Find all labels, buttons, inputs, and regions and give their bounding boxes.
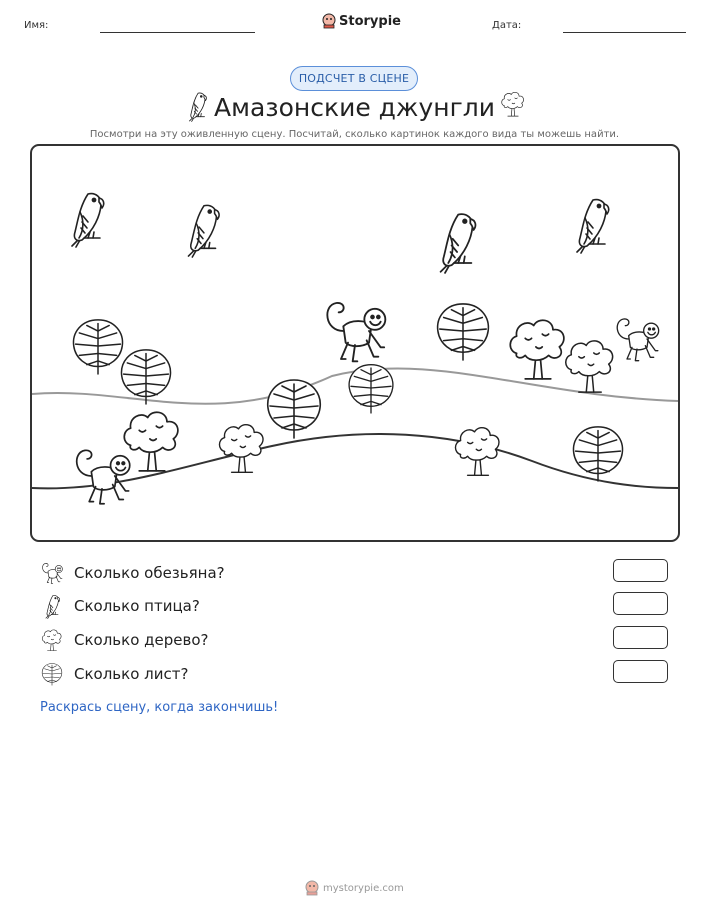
parrot-icon bbox=[577, 200, 609, 253]
brand-logo bbox=[322, 13, 401, 29]
monkey-icon bbox=[617, 319, 658, 361]
tree-icon bbox=[219, 425, 263, 473]
monstera-leaf-icon bbox=[121, 350, 170, 404]
storypie-mascot-icon bbox=[322, 13, 336, 29]
closing-note: Раскрась сцену, когда закончишь! bbox=[40, 700, 279, 715]
question-tree bbox=[40, 627, 208, 653]
question-leaf bbox=[40, 661, 188, 687]
question-text: Сколько птица? bbox=[74, 597, 200, 615]
question-text: Сколько дерево? bbox=[74, 631, 209, 649]
question-bird bbox=[40, 593, 200, 619]
monkey-icon bbox=[77, 450, 130, 503]
answer-box-tree[interactable] bbox=[613, 626, 668, 649]
monstera-leaf-icon bbox=[268, 380, 321, 438]
monstera-leaf-icon bbox=[349, 365, 393, 413]
storypie-mascot-icon bbox=[305, 880, 319, 896]
tree-icon bbox=[566, 341, 613, 392]
date-line[interactable] bbox=[563, 32, 686, 33]
parrot-icon bbox=[72, 194, 104, 247]
name-line[interactable] bbox=[100, 32, 255, 33]
instructions: Посмотри на эту оживленную сцену. Посчитай, сколько картинок каждого вида ты можешь найти. bbox=[89, 129, 620, 140]
monkey-icon bbox=[327, 303, 385, 361]
jungle-scene bbox=[30, 144, 680, 542]
question-text: Сколько лист? bbox=[74, 665, 189, 683]
question-text: Сколько обезьяна? bbox=[74, 564, 225, 582]
answer-box-bird[interactable] bbox=[613, 592, 668, 615]
tree-icon bbox=[500, 90, 526, 118]
scene-drawing bbox=[32, 146, 678, 540]
tree-icon bbox=[510, 320, 564, 379]
name-label: Имя: bbox=[24, 20, 49, 31]
date-label: Дата: bbox=[492, 20, 522, 31]
monstera-leaf-icon bbox=[40, 662, 64, 686]
answer-box-leaf[interactable] bbox=[613, 660, 668, 683]
activity-badge: ПОДСЧЕТ В СЦЕНЕ bbox=[290, 66, 418, 91]
monstera-leaf-icon bbox=[438, 304, 489, 360]
footer-url: mystorypie.com bbox=[323, 882, 404, 894]
parrot-icon bbox=[188, 205, 219, 257]
brand-name: Storypie bbox=[339, 13, 401, 29]
tree-icon bbox=[40, 628, 64, 652]
tree-icon bbox=[455, 428, 499, 476]
footer bbox=[305, 880, 404, 896]
page-title: Амазонские джунгли bbox=[214, 93, 495, 122]
monkey-icon bbox=[40, 561, 64, 585]
monstera-leaf-icon bbox=[73, 320, 122, 374]
monstera-leaf-icon bbox=[573, 427, 622, 481]
question-monkey bbox=[40, 560, 225, 586]
parrot-icon bbox=[441, 214, 476, 273]
parrot-icon bbox=[40, 593, 64, 619]
tree-icon bbox=[124, 412, 178, 471]
answer-box-monkey[interactable] bbox=[613, 559, 668, 582]
